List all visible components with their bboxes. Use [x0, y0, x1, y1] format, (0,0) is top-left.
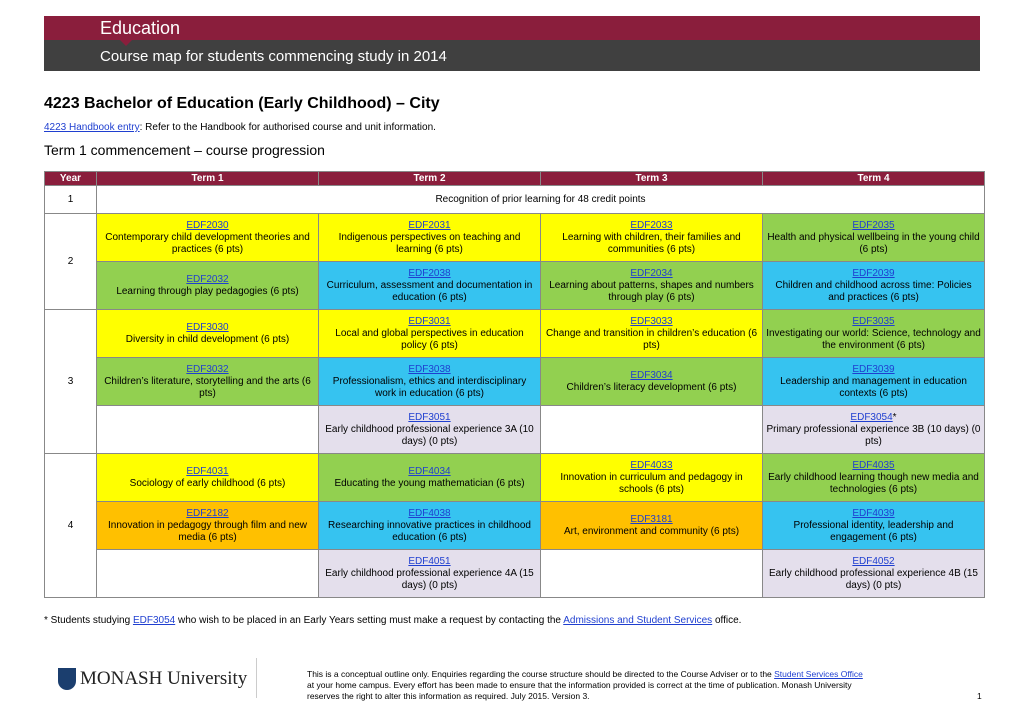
- unit-desc: Investigating our world: Science, technology and the environment (6 pts): [766, 327, 981, 351]
- unit-desc: Indigenous perspectives on teaching and learning (6 pts): [338, 231, 521, 255]
- disclaimer: [307, 669, 867, 702]
- unit-cell: [763, 310, 985, 358]
- footnote-middle: who wish to be placed in an Early Years setting must make a request by contacting the: [175, 615, 564, 626]
- unit-desc: Health and physical wellbeing in the young child (6 pts): [767, 231, 980, 255]
- unit-desc: Contemporary child development theories and practices (6 pts): [105, 231, 310, 255]
- year-cell: 1: [45, 186, 97, 214]
- unit-desc: Primary professional experience 3B (10 days) (0 pts): [766, 423, 981, 447]
- unit-desc: Diversity in child development (6 pts): [125, 333, 290, 345]
- unit-code-link[interactable]: EDF2031: [408, 219, 451, 231]
- unit-desc: Children and childhood across time: Policies and practices (6 pts): [775, 279, 972, 303]
- unit-code-link[interactable]: EDF3039: [852, 363, 895, 375]
- unit-code-link[interactable]: EDF4039: [852, 507, 895, 519]
- unit-cell: [319, 214, 541, 262]
- unit-desc: Researching innovative practices in childhood education (6 pts): [328, 519, 531, 543]
- unit-code-link[interactable]: EDF2032: [186, 273, 229, 285]
- table-row: [45, 186, 985, 214]
- unit-desc: Change and transition in children’s education (6 pts): [545, 327, 758, 351]
- footnote: [44, 615, 741, 626]
- unit-cell: [97, 262, 319, 310]
- unit-code-link[interactable]: EDF3035: [852, 315, 895, 327]
- unit-code-link[interactable]: EDF2035: [852, 219, 895, 231]
- footnote-prefix: * Students studying: [44, 615, 133, 626]
- header-term2: Term 2: [319, 172, 541, 186]
- unit-desc: Leadership and management in education contexts (6 pts): [780, 375, 967, 399]
- header-term1: Term 1: [97, 172, 319, 186]
- monash-logo: [44, 658, 257, 698]
- unit-code-link[interactable]: EDF2033: [630, 219, 673, 231]
- unit-code-link[interactable]: EDF4035: [852, 459, 895, 471]
- rpl-cell: Recognition of prior learning for 48 credit points: [97, 186, 985, 214]
- unit-cell: [763, 406, 985, 454]
- unit-cell: [763, 262, 985, 310]
- table-row: [45, 358, 985, 406]
- empty-cell: [97, 550, 319, 598]
- header-term4: Term 4: [763, 172, 985, 186]
- header-title: Education: [100, 18, 181, 38]
- empty-cell: [541, 550, 763, 598]
- unit-desc: Professionalism, ethics and interdisciplinary work in education (6 pts): [332, 375, 527, 399]
- unit-cell: [763, 550, 985, 598]
- unit-code-link[interactable]: EDF4031: [186, 465, 229, 477]
- unit-cell: [541, 454, 763, 502]
- unit-desc: Learning about patterns, shapes and numbers through play (6 pts): [549, 279, 754, 303]
- handbook-link[interactable]: 4223 Handbook entry: [44, 122, 140, 133]
- unit-desc: Early childhood professional experience 4A (15 days) (0 pts): [325, 567, 534, 591]
- unit-cell: [763, 214, 985, 262]
- unit-code-link[interactable]: EDF3033: [630, 315, 673, 327]
- unit-cell: [319, 310, 541, 358]
- unit-desc: Innovation in pedagogy through film and new media (6 pts): [107, 519, 308, 543]
- header-subtitle: Course map for students commencing study in 2014: [100, 48, 447, 65]
- unit-desc: Early childhood learning though new media and technologies (6 pts): [768, 471, 979, 495]
- course-title: 4223 Bachelor of Education (Early Childhood) – City: [44, 95, 440, 112]
- section-heading: Term 1 commencement – course progression: [44, 142, 325, 158]
- unit-desc: Children’s literacy development (6 pts): [566, 381, 737, 393]
- unit-cell: [319, 406, 541, 454]
- unit-code-link[interactable]: EDF4034: [408, 465, 451, 477]
- footnote-unit-link[interactable]: EDF3054: [132, 615, 176, 626]
- page-number: 1: [977, 691, 982, 701]
- unit-desc: Learning with children, their families and communities (6 pts): [562, 231, 741, 255]
- table-row: [45, 550, 985, 598]
- unit-cell: [763, 454, 985, 502]
- unit-cell: [541, 502, 763, 550]
- unit-desc: Children’s literature, storytelling and the arts (6 pts): [104, 375, 311, 399]
- unit-cell: [319, 454, 541, 502]
- unit-asterisk: *: [892, 411, 897, 423]
- unit-cell: [97, 502, 319, 550]
- table-row: [45, 214, 985, 262]
- unit-code-link[interactable]: EDF2034: [630, 267, 673, 279]
- unit-cell: [97, 310, 319, 358]
- unit-cell: [541, 262, 763, 310]
- logo-text: MONASH University: [80, 668, 248, 689]
- unit-cell: [541, 310, 763, 358]
- unit-desc: Educating the young mathematician (6 pts): [334, 477, 525, 489]
- unit-cell: [319, 358, 541, 406]
- unit-desc: Innovation in curriculum and pedagogy in schools (6 pts): [560, 471, 743, 495]
- unit-code-link[interactable]: EDF2182: [186, 507, 229, 519]
- unit-code-link[interactable]: EDF3032: [186, 363, 229, 375]
- empty-cell: [97, 406, 319, 454]
- empty-cell: [541, 406, 763, 454]
- header-year: Year: [45, 172, 97, 186]
- unit-code-link[interactable]: EDF3031: [408, 315, 451, 327]
- unit-code-link[interactable]: EDF3030: [186, 321, 229, 333]
- unit-cell: [97, 454, 319, 502]
- unit-cell: [541, 214, 763, 262]
- year-cell: 4: [45, 454, 97, 598]
- unit-code-link[interactable]: EDF3034: [630, 369, 673, 381]
- student-services-link[interactable]: Student Services Office: [774, 669, 863, 679]
- header-band: [44, 16, 980, 40]
- unit-desc: Early childhood professional experience 4B (15 days) (0 pts): [768, 567, 978, 591]
- disclaimer-part2: at your home campus. Every effort has been made to ensure that the information provided is correct at the time of publication. Monash University reserves the right to alter this information as required. July 2015. Version 3.: [307, 680, 852, 701]
- unit-code-link[interactable]: EDF4033: [630, 459, 673, 471]
- unit-desc: Curriculum, assessment and documentation in education (6 pts): [326, 279, 533, 303]
- unit-desc: Professional identity, leadership and engagement (6 pts): [793, 519, 954, 543]
- unit-cell: [319, 550, 541, 598]
- unit-code-link[interactable]: EDF3051: [408, 411, 451, 423]
- year-cell: 3: [45, 310, 97, 454]
- course-map-table: [44, 171, 985, 598]
- unit-cell: [319, 502, 541, 550]
- unit-desc: Local and global perspectives in education policy (6 pts): [335, 327, 524, 351]
- unit-code-link[interactable]: EDF3054: [850, 411, 893, 423]
- table-row: [45, 406, 985, 454]
- unit-code-link[interactable]: EDF4038: [408, 507, 451, 519]
- table-header-row: [45, 172, 985, 186]
- table-row: [45, 262, 985, 310]
- handbook-note: : Refer to the Handbook for authorised course and unit information.: [139, 122, 436, 133]
- unit-code-link[interactable]: EDF2038: [408, 267, 451, 279]
- unit-desc: Early childhood professional experience 3A (10 days) (0 pts): [325, 423, 534, 447]
- header-notch: [118, 38, 134, 46]
- unit-desc: Sociology of early childhood (6 pts): [129, 477, 286, 489]
- unit-cell: [763, 502, 985, 550]
- unit-code-link[interactable]: EDF3181: [630, 513, 673, 525]
- unit-cell: [763, 358, 985, 406]
- crest-icon: [58, 668, 76, 690]
- table-row: [45, 310, 985, 358]
- unit-cell: [541, 358, 763, 406]
- unit-desc: Learning through play pedagogies (6 pts): [116, 285, 299, 297]
- unit-code-link[interactable]: EDF4052: [852, 555, 895, 567]
- table-row: [45, 502, 985, 550]
- unit-cell: [319, 262, 541, 310]
- unit-cell: [97, 358, 319, 406]
- table-row: [45, 454, 985, 502]
- admissions-link[interactable]: Admissions and Student Services: [563, 615, 713, 626]
- handbook-line: [44, 122, 436, 133]
- year-cell: 2: [45, 214, 97, 310]
- unit-desc: Art, environment and community (6 pts): [563, 525, 740, 537]
- unit-code-link[interactable]: EDF2039: [852, 267, 895, 279]
- header-term3: Term 3: [541, 172, 763, 186]
- unit-cell: [97, 214, 319, 262]
- unit-code-link[interactable]: EDF3038: [408, 363, 451, 375]
- unit-code-link[interactable]: EDF4051: [408, 555, 451, 567]
- disclaimer-part1: This is a conceptual outline only. Enquiries regarding the course structure should be directed to the Course Adviser or to the: [307, 669, 775, 679]
- unit-code-link[interactable]: EDF2030: [186, 219, 229, 231]
- footnote-suffix: office.: [712, 615, 742, 626]
